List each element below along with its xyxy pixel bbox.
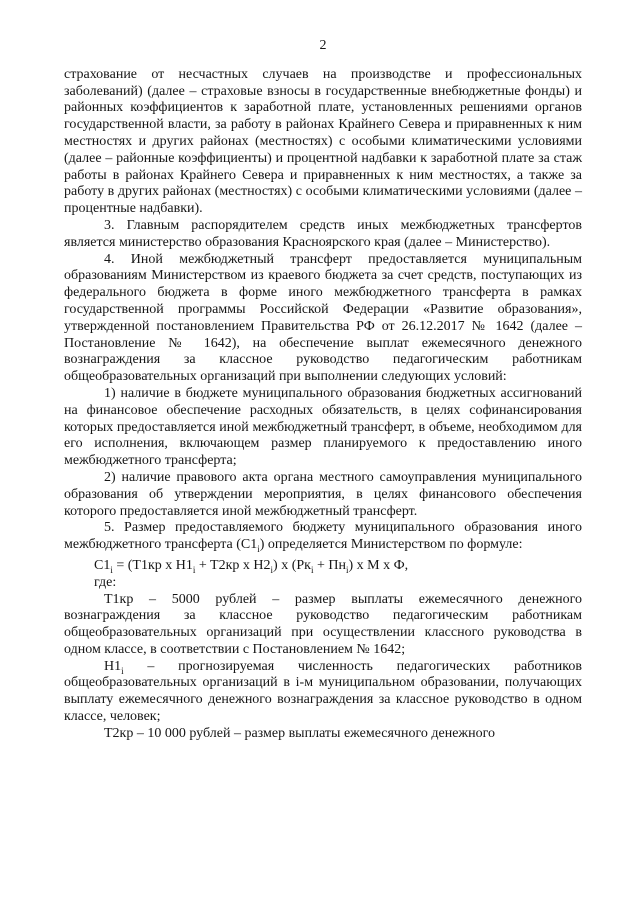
paragraph-3: 3. Главным распорядителем средств иных межбюджетных трансфертов является министерство образования Красноярского края (далее – Министерство). xyxy=(64,217,582,250)
definition-t2kr: T2кр – 10 000 рублей – размер выплаты ежемесячного денежного xyxy=(104,725,495,741)
definition-h1: $H1_i$ – прогнозируемая численность педагогических работников общеобразовательных организаций в i-м муниципальном образовании, получающих выплату ежемесячного денежного вознаграждения за классное руководство в одном классе, человек; xyxy=(64,658,582,725)
condition-1: 1) наличие в бюджете муниципального образования бюджетных ассигнований на финансовое обеспечение расходных обязательств, в целях софинансирования которых предоставляется иной межбюджетный трансферт, в объеме, необходимом для его исполнения, включающем размер планируемого к предоставлению иного межбюджетного трансферта; xyxy=(64,385,582,469)
formula: $C1_i = (T1кр$ x $H1_i + T2кр$ x $H2_i$) x $(Pк_i + Пн_i)$ x M x Ф, xyxy=(94,557,409,575)
paragraph-5: 5. Размер предоставляемого бюджету муниципального образования иного межбюджетного трансферта $(C1_i)$ определяется Министерством по формуле: xyxy=(64,520,582,554)
definition-t1kr: T1кр – 5000 рублей – размер выплаты ежемесячного денежного вознаграждения за классное руководство педагогическим работникам общеобразовательных организаций при осуществлении классного руководства в одном классе, в соответствии с Постановлением № 1642; xyxy=(64,591,582,657)
page-number: 2 xyxy=(319,38,327,53)
paragraph-continuation: страхование от несчастных случаев на производстве и профессиональных заболеваний) (далее – страховые взносы в государственные внебюджетные фонды) и районных коэффициентов к заработной плате, установленных решениями органов государственной власти, за работу в районах Крайнего Севера и приравненных к ним местностях и других районах (местностях) с особыми климатическими условиями (далее – районные коэффициенты) и процентной надбавки к заработной плате за стаж работы в районах Крайнего Севера и приравненных к ним местностях, а также за работу в других районах (местностях) с особыми климатическими условиями (далее – процентные надбавки). xyxy=(64,66,582,217)
paragraph-4: 4. Иной межбюджетный трансферт предоставляется муниципальным образованиям Министерством из краевого бюджета за счет средств, поступающих из федерального бюджета в форме иного межбюджетного трансферта в рамках государственной программы Российской Федерации «Развитие образования», утвержденной постановлением Правительства РФ от 26.12.2017 № 1642 (далее – Постановление № 1642), на обеспечение выплат ежемесячного денежного вознаграждения за классное руководство педагогическим работникам общеобразовательных организаций при выполнении следующих условий: xyxy=(64,251,582,385)
condition-2: 2) наличие правового акта органа местного самоуправления муниципального образования об утверждении мероприятия, в целях финансового обеспечения которого предоставляется иной межбюджетный трансферт. xyxy=(64,469,582,519)
where-label: где: xyxy=(94,574,117,590)
